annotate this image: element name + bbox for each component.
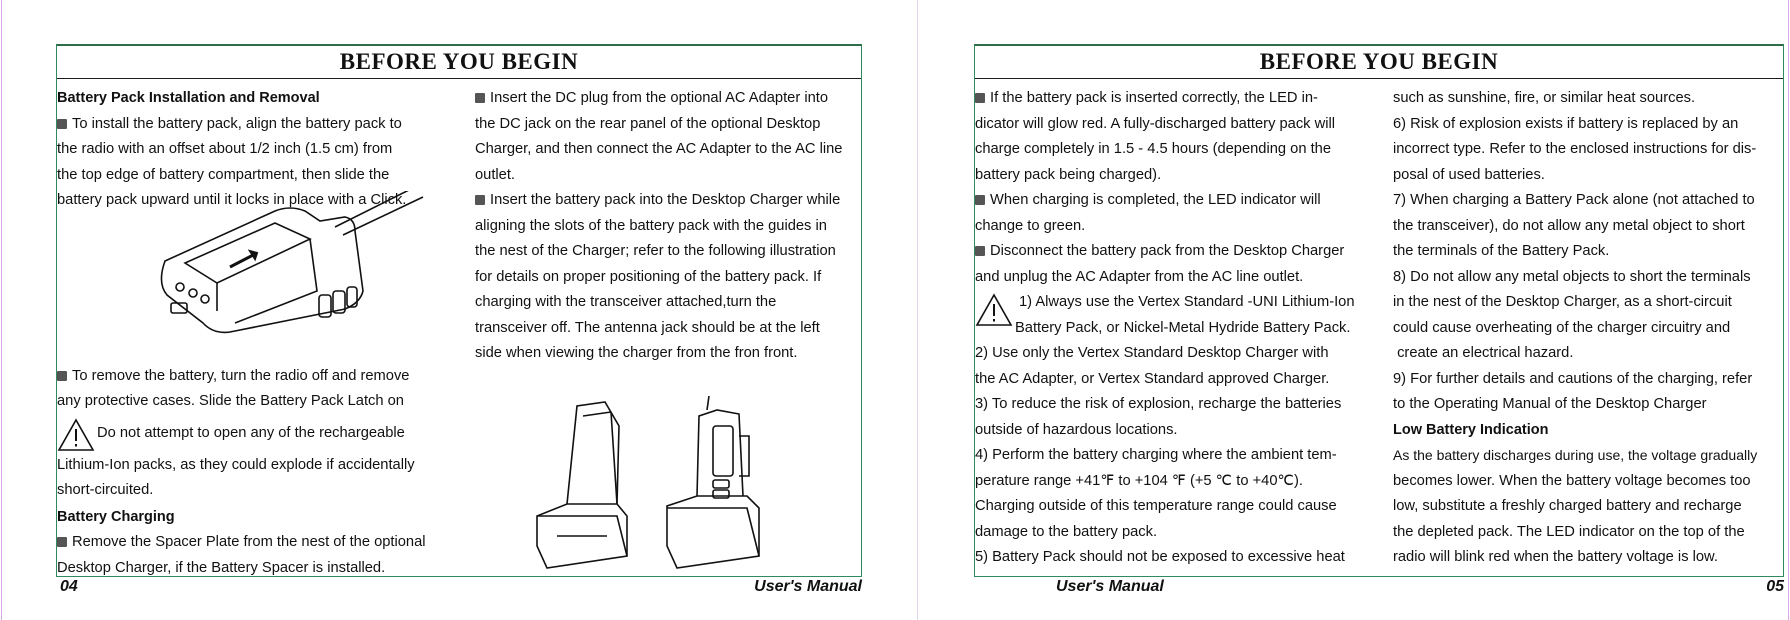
caution-line: 5) Battery Pack should not be exposed to excessive heat [975, 549, 1345, 565]
led-line: battery pack being charged). [975, 166, 1162, 183]
warning-icon [57, 417, 95, 453]
caution-line: 2) Use only the Vertex Standard Desktop Charger with [975, 345, 1329, 361]
right-column-2 [1393, 86, 1787, 571]
caution-line: outside of hazardous locations. [975, 421, 1178, 438]
spacer-line: Desktop Charger, if the Battery Spacer is installed. [57, 559, 386, 576]
remove-line: any protective cases. Slide the Battery Pack Latch on [57, 393, 404, 409]
warning-note [975, 290, 1385, 341]
caution-line: could cause overheating of the charger circuitry and [1393, 319, 1731, 336]
caution-line: 9) For further details and cautions of the charging, refer [1393, 370, 1753, 387]
section-heading-charging: Battery Charging [57, 508, 175, 525]
right-column-1 [975, 86, 1385, 571]
page-frame [56, 44, 862, 577]
footer-manual-label: User's Manual [754, 578, 862, 595]
dc-line: Charger, and then connect the AC Adapter to the AC line [475, 141, 843, 157]
page-fold [917, 0, 918, 620]
insert-line: Insert the battery pack into the Desktop Charger while [475, 188, 867, 214]
low-battery-line: As the battery discharges during use, the voltage gradually [1393, 447, 1758, 463]
dc-line: outlet. [475, 166, 516, 183]
caution-line: incorrect type. Refer to the enclosed instructions for dis- [1393, 141, 1757, 157]
caution-line: the terminals of the Battery Pack. [1393, 243, 1610, 259]
insert-line: transceiver off. The antenna jack should be at the left [475, 319, 820, 336]
warning-line: 1) Always use the Vertex Standard -UNI Lithium-Ion [1019, 294, 1355, 310]
page-edge-left [1, 0, 2, 620]
section-heading-installation: Battery Pack Installation and Removal [57, 90, 320, 106]
insert-line: charging with the transceiver attached,turn the [475, 294, 777, 310]
install-line: To install the battery pack, align the battery pack to [57, 112, 467, 138]
page-number: 05 [1766, 578, 1784, 595]
desktop-charger-illustration [527, 396, 787, 576]
low-battery-line: becomes lower. When the battery voltage becomes too [1393, 472, 1751, 489]
caution-line: to the Operating Manual of the Desktop Charger [1393, 396, 1707, 412]
dc-line: the DC jack on the rear panel of the optional Desktop [475, 115, 821, 132]
install-line: the radio with an offset about 1/2 inch (1.5 cm) from [57, 141, 393, 157]
spacer-line: Remove the Spacer Plate from the nest of the optional [57, 530, 467, 556]
low-battery-line: low, substitute a freshly charged battery and recharge [1393, 498, 1742, 514]
footer-manual-label: User's Manual [1056, 578, 1164, 595]
warning-line: Battery Pack, or Nickel-Metal Hydride Battery Pack. [1015, 319, 1351, 336]
disconnect-line: and unplug the AC Adapter from the AC line outlet. [975, 268, 1304, 285]
bullet-icon [57, 119, 67, 129]
caution-line: 4) Perform the battery charging where the ambient tem- [975, 447, 1337, 463]
page-04 [56, 0, 862, 620]
caution-line: such as sunshine, fire, or similar heat sources. [1393, 90, 1696, 106]
warning-note [57, 415, 467, 453]
insert-line: aligning the slots of the battery pack with the guides in [475, 217, 827, 234]
bullet-icon [975, 93, 985, 103]
caution-line: 7) When charging a Battery Pack alone (not attached to [1393, 192, 1755, 208]
warning-line: Do not attempt to open any of the rechargeable [97, 424, 405, 441]
install-line: battery pack upward until it locks in place with a Click. [57, 192, 407, 208]
page-number: 04 [60, 578, 78, 595]
caution-line: Charging outside of this temperature range could cause [975, 498, 1337, 514]
caution-line: 3) To reduce the risk of explosion, recharge the batteries [975, 396, 1342, 412]
bullet-icon [475, 195, 485, 205]
caution-line: the transceiver), do not allow any metal object to short [1393, 217, 1745, 234]
bullet-icon [975, 195, 985, 205]
radio-battery-illustration [105, 191, 425, 341]
led-line: charge completely in 1.5 - 4.5 hours (depending on the [975, 141, 1331, 157]
caution-line: damage to the battery pack. [975, 523, 1158, 540]
disconnect-line: Disconnect the battery pack from the Desktop Charger [975, 239, 1385, 265]
page-frame [974, 44, 1784, 577]
dc-line: Insert the DC plug from the optional AC Adapter into [475, 86, 867, 112]
warning-line: short-circuited. [57, 482, 154, 498]
caution-line: the AC Adapter, or Vertex Standard approved Charger. [975, 370, 1330, 387]
caution-line: create an electrical hazard. [1393, 345, 1574, 361]
green-line: change to green. [975, 217, 1086, 234]
bullet-icon [57, 371, 67, 381]
insert-line: the nest of the Charger; refer to the following illustration [475, 243, 836, 259]
caution-line: posal of used batteries. [1393, 166, 1545, 183]
low-battery-line: radio will blink red when the battery voltage is low. [1393, 549, 1718, 565]
caution-line: perature range +41℉ to +104 ℉ (+5 ℃ to +40℃). [975, 472, 1303, 489]
caution-line: in the nest of the Desktop Charger, as a short-circuit [1393, 294, 1732, 310]
section-heading-low-battery: Low Battery Indication [1393, 421, 1549, 438]
green-line: When charging is completed, the LED indicator will [975, 188, 1385, 214]
install-line: the top edge of battery compartment, then slide the [57, 166, 390, 183]
left-column-2 [475, 86, 867, 367]
page-title: BEFORE YOU BEGIN [975, 46, 1783, 79]
page-05 [974, 0, 1784, 620]
bullet-icon [475, 93, 485, 103]
caution-line: 8) Do not allow any metal objects to short the terminals [1393, 268, 1751, 285]
led-line: If the battery pack is inserted correctly, the LED in- [975, 86, 1385, 112]
insert-line: side when viewing the charger from the fron front. [475, 345, 798, 361]
remove-line: To remove the battery, turn the radio off and remove [57, 364, 467, 390]
low-battery-line: the depleted pack. The LED indicator on the top of the [1393, 523, 1745, 540]
warning-icon [975, 292, 1013, 328]
bullet-icon [975, 246, 985, 256]
warning-line: Lithium-Ion packs, as they could explode if accidentally [57, 456, 415, 473]
insert-line: for details on proper positioning of the battery pack. If [475, 268, 822, 285]
page-edge-right [1788, 0, 1789, 620]
caution-line: 6) Risk of explosion exists if battery is replaced by an [1393, 115, 1739, 132]
led-line: dicator will glow red. A fully-discharged battery pack will [975, 115, 1336, 132]
bullet-icon [57, 537, 67, 547]
page-title: BEFORE YOU BEGIN [57, 46, 861, 79]
